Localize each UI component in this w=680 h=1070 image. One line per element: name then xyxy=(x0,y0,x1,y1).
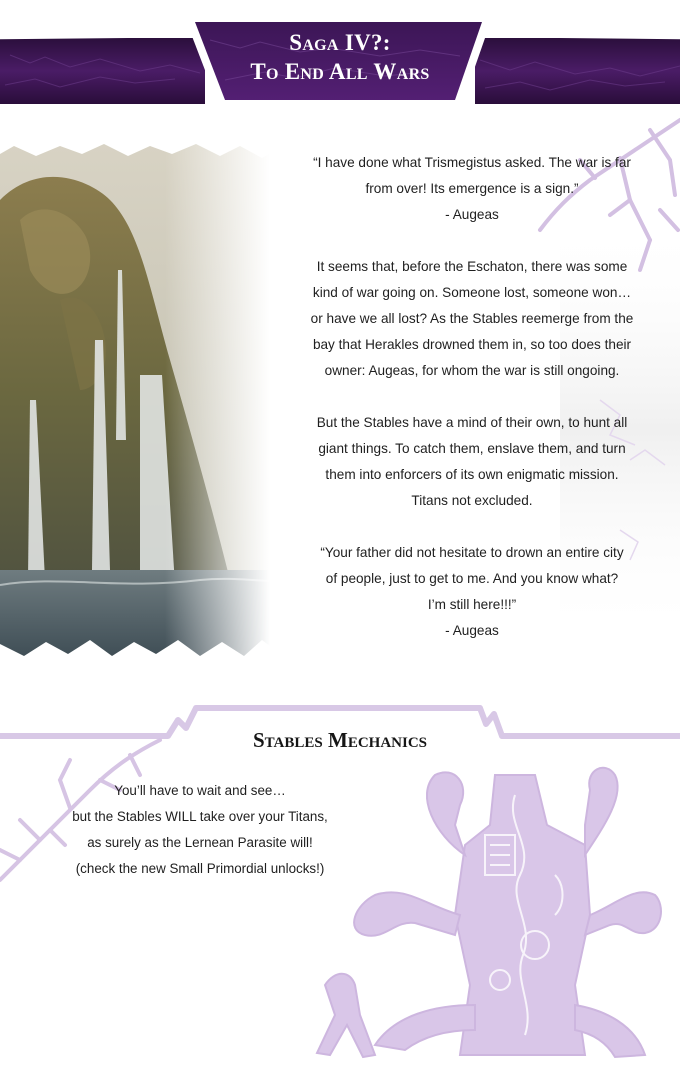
paragraph-line: or have we all lost? As the Stables reemerge from the xyxy=(310,311,634,326)
title-line-2: To End All Wars xyxy=(250,59,430,84)
mechanics-line: but the Stables WILL take over your Titans, xyxy=(72,809,328,824)
paragraph-line: owner: Augeas, for whom the war is still ongoing. xyxy=(324,363,620,378)
quote-line: I’m still here!!!” xyxy=(427,597,517,612)
mechanics-line: You’ll have to wait and see… xyxy=(114,783,286,798)
augeas-quote-2 xyxy=(272,540,672,644)
quote-attribution: - Augeas xyxy=(445,623,499,638)
mechanics-line: as surely as the Lernean Parasite will! xyxy=(87,835,313,850)
lore-text xyxy=(272,150,672,670)
mechanics-title: Stables Mechanics xyxy=(252,728,427,752)
quote-line: of people, just to get to me. And you know what? xyxy=(325,571,619,586)
mechanics-line: (check the new Small Primordial unlocks!) xyxy=(75,861,325,876)
stables-creature-silhouette xyxy=(285,755,665,1065)
lore-paragraph-1 xyxy=(272,254,672,384)
paragraph-line: But the Stables have a mind of their own, to hunt all xyxy=(316,415,628,430)
paragraph-line: Titans not excluded. xyxy=(411,493,533,508)
quote-attribution: - Augeas xyxy=(445,207,499,222)
paragraph-line: them into enforcers of its own enigmatic mission. xyxy=(325,467,619,482)
quote-line: “Your father did not hesitate to drown an entire city xyxy=(320,545,624,560)
title-line-1: Saga IV?: xyxy=(289,30,391,55)
lore-paragraph-2 xyxy=(272,410,672,514)
paragraph-line: kind of war going on. Someone lost, someone won… xyxy=(312,285,632,300)
page-title xyxy=(200,28,480,86)
quote-line: “I have done what Trismegistus asked. The war is far xyxy=(313,155,631,170)
paragraph-line: bay that Herakles drowned them in, so too does their xyxy=(312,337,632,352)
paragraph-line: It seems that, before the Eschaton, there was some xyxy=(316,259,628,274)
augeas-quote-1 xyxy=(272,150,672,228)
paragraph-line: giant things. To catch them, enslave them, and turn xyxy=(318,441,626,456)
quote-line: from over! Its emergence is a sign.” xyxy=(365,181,579,196)
stables-waterfall-painting xyxy=(0,140,300,665)
